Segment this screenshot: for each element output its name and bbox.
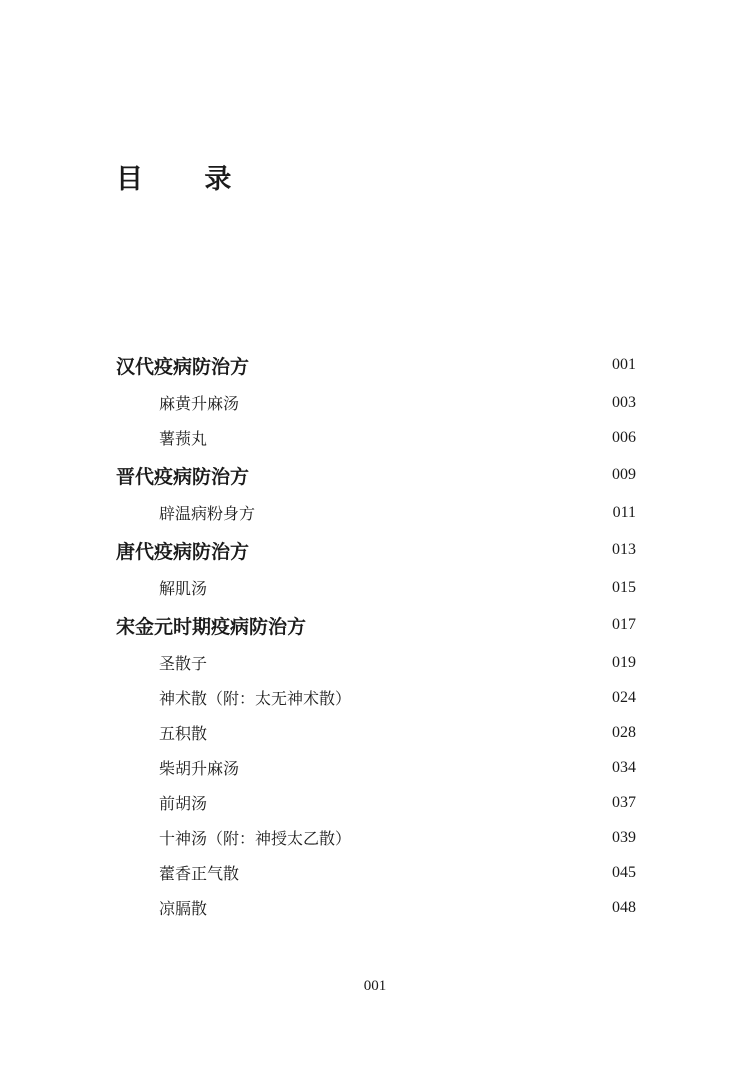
toc-page: 009 xyxy=(612,466,636,483)
toc-chapter[interactable] xyxy=(116,345,636,385)
toc-label: 柴胡升麻汤 xyxy=(159,759,240,778)
toc-page: 013 xyxy=(612,541,636,558)
toc-label: 前胡汤 xyxy=(159,794,208,813)
toc-label: 凉膈散 xyxy=(159,899,208,918)
toc-label: 晋代疫病防治方 xyxy=(116,465,250,488)
page-number: 001 xyxy=(363,978,387,994)
toc-entry[interactable] xyxy=(116,420,636,455)
toc-entry[interactable] xyxy=(116,785,636,820)
toc-entry[interactable] xyxy=(116,385,636,420)
toc-page: 003 xyxy=(612,393,636,411)
toc-label: 五积散 xyxy=(159,724,208,743)
toc-entry[interactable] xyxy=(116,645,636,680)
toc-label: 神术散（附：太无神术散） xyxy=(159,689,352,708)
toc-entry[interactable] xyxy=(116,855,636,890)
toc-label: 薯蓣丸 xyxy=(159,429,208,448)
toc-page: 017 xyxy=(612,616,636,633)
table-of-contents xyxy=(116,345,636,925)
toc-label: 辟温病粉身方 xyxy=(159,504,256,523)
toc-page: 001 xyxy=(612,356,636,373)
toc-label: 十神汤（附：神授太乙散） xyxy=(159,829,352,848)
toc-page: 006 xyxy=(612,428,636,446)
toc-entry[interactable] xyxy=(116,820,636,855)
toc-label: 唐代疫病防治方 xyxy=(116,540,250,563)
toc-entry[interactable] xyxy=(116,750,636,785)
toc-page: 034 xyxy=(612,758,636,776)
toc-page: 028 xyxy=(612,723,636,741)
toc-chapter[interactable] xyxy=(116,455,636,495)
toc-page: 011 xyxy=(612,503,636,521)
toc-page: 045 xyxy=(612,863,636,881)
toc-label: 宋金元时期疫病防治方 xyxy=(116,615,307,638)
toc-page: 019 xyxy=(612,653,636,671)
toc-chapter[interactable] xyxy=(116,530,636,570)
toc-entry[interactable] xyxy=(116,680,636,715)
toc-entry[interactable] xyxy=(116,570,636,605)
toc-entry[interactable] xyxy=(116,495,636,530)
toc-page: 037 xyxy=(612,793,636,811)
toc-label: 藿香正气散 xyxy=(159,864,240,883)
toc-label: 解肌汤 xyxy=(159,579,208,598)
toc-page: 015 xyxy=(612,578,636,596)
toc-chapter[interactable] xyxy=(116,605,636,645)
toc-label: 圣散子 xyxy=(159,654,208,673)
toc-page: 024 xyxy=(612,688,636,706)
toc-page: 048 xyxy=(612,898,636,916)
page-title: 目 录 xyxy=(116,164,258,195)
toc-entry[interactable] xyxy=(116,715,636,750)
toc-label: 汉代疫病防治方 xyxy=(116,355,250,378)
toc-entry[interactable] xyxy=(116,890,636,925)
toc-page: 039 xyxy=(612,828,636,846)
toc-label: 麻黄升麻汤 xyxy=(159,394,240,413)
